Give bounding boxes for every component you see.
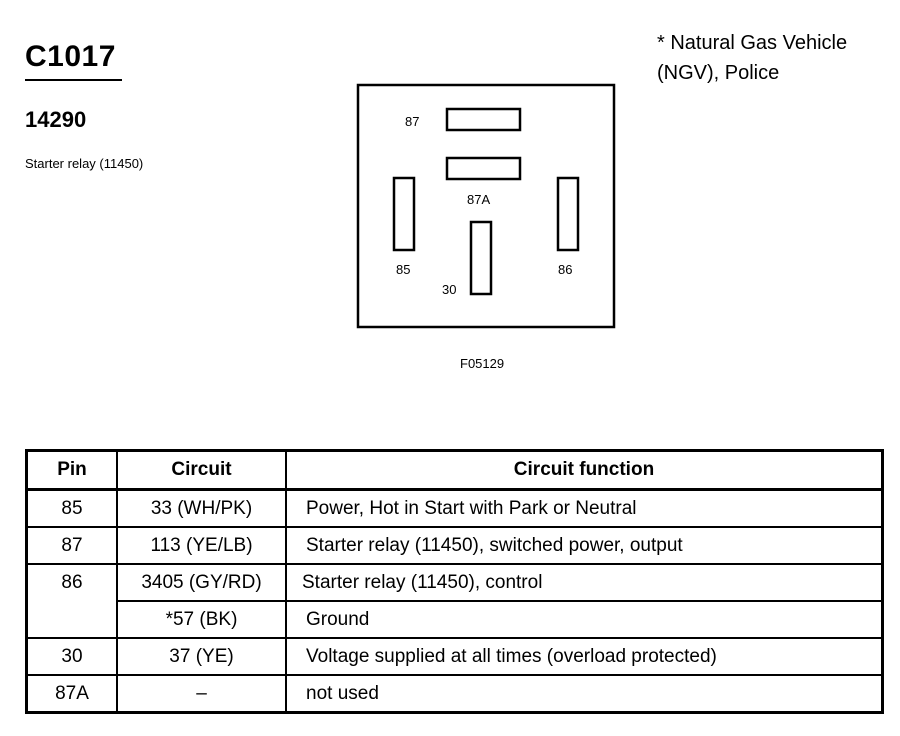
table-row bbox=[27, 638, 883, 675]
cell-circuit: 33 (WH/PK) bbox=[117, 490, 286, 528]
terminal-85 bbox=[394, 178, 414, 250]
footnote bbox=[657, 28, 847, 88]
cell-function: Ground bbox=[286, 601, 883, 638]
connector-id: C1017 bbox=[25, 40, 116, 73]
pin-label-87: 87 bbox=[405, 114, 420, 129]
terminal-87 bbox=[447, 109, 520, 130]
cell-pin: 30 bbox=[27, 638, 118, 675]
part-number: 14290 bbox=[25, 107, 87, 132]
cell-circuit: – bbox=[117, 675, 286, 713]
cell-circuit: 3405 (GY/RD) bbox=[117, 564, 286, 601]
pin-label-30: 30 bbox=[442, 282, 457, 297]
table-row bbox=[27, 675, 883, 713]
cell-circuit: 37 (YE) bbox=[117, 638, 286, 675]
cell-circuit: 113 (YE/LB) bbox=[117, 527, 286, 564]
column-header-circuit: Circuit bbox=[117, 451, 286, 490]
footnote-line-1: * Natural Gas Vehicle bbox=[657, 32, 848, 54]
component-name: Starter relay (11450) bbox=[25, 156, 144, 171]
cell-function: Starter relay (11450), switched power, output bbox=[286, 527, 883, 564]
table-row bbox=[27, 564, 883, 601]
table-header-row bbox=[27, 451, 883, 490]
column-header-pin: Pin bbox=[27, 451, 118, 490]
cell-function: Power, Hot in Start with Park or Neutral bbox=[286, 490, 883, 528]
table-row bbox=[27, 527, 883, 564]
cell-pin: 85 bbox=[27, 490, 118, 528]
cell-function: not used bbox=[286, 675, 883, 713]
cell-function: Voltage supplied at all times (overload protected) bbox=[286, 638, 883, 675]
pin-label-87a: 87A bbox=[467, 192, 491, 207]
cell-pin: 87A bbox=[27, 675, 118, 713]
pin-label-86: 86 bbox=[558, 262, 573, 277]
footnote-line-2: (NGV), Police bbox=[657, 62, 780, 84]
cell-circuit: *57 (BK) bbox=[117, 601, 286, 638]
terminal-86 bbox=[558, 178, 578, 250]
column-header-function: Circuit function bbox=[286, 451, 883, 490]
pin-label-85: 85 bbox=[396, 262, 411, 277]
cell-pin: 87 bbox=[27, 527, 118, 564]
figure-code: F05129 bbox=[460, 356, 505, 371]
cell-pin: 86 bbox=[27, 564, 118, 638]
cell-function: Starter relay (11450), control bbox=[286, 564, 883, 601]
table-row bbox=[27, 601, 883, 638]
table-row bbox=[27, 490, 883, 528]
connector-id-underline bbox=[25, 79, 122, 81]
relay-connector-diagram bbox=[356, 83, 618, 333]
terminal-30 bbox=[471, 222, 491, 294]
terminal-87a bbox=[447, 158, 520, 179]
pin-table bbox=[25, 449, 884, 714]
